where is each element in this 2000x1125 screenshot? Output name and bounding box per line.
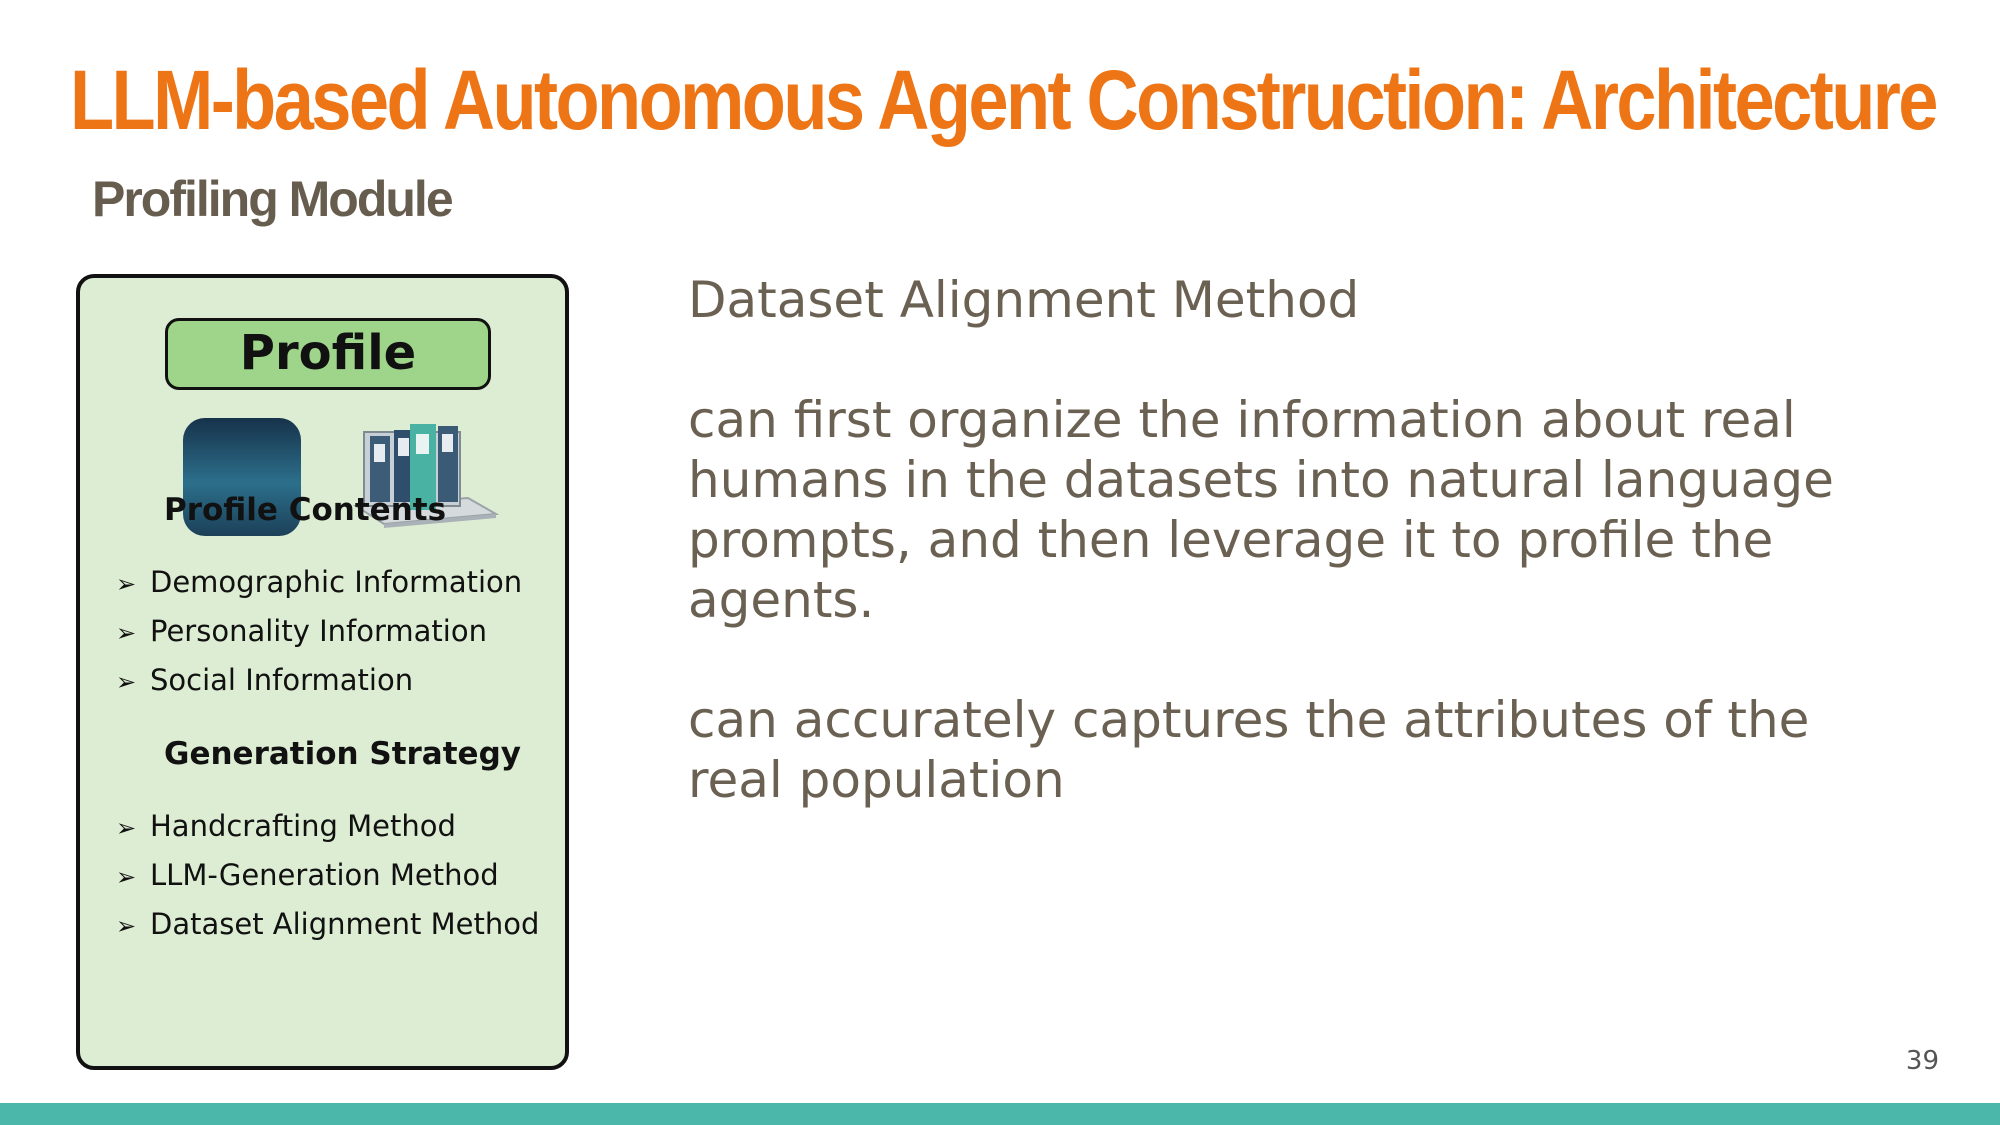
slide-title: LLM-based Autonomous Agent Construction: Architecture (70, 53, 1936, 147)
description-line: real population (688, 751, 1065, 809)
profile-header: Profile (165, 318, 491, 390)
page-number: 39 (1905, 1046, 1939, 1076)
list-item: ➢ Dataset Alignment Method (116, 900, 539, 949)
bullet-arrow-icon: ➢ (116, 814, 137, 842)
list-item: ➢ Demographic Information (116, 558, 522, 607)
list-item: ➢ Handcrafting Method (116, 802, 539, 851)
profile-contents-list (116, 558, 522, 705)
profile-contents-heading: Profile Contents (164, 492, 447, 528)
bullet-arrow-icon: ➢ (116, 912, 137, 940)
description-line: can first organize the information about real (688, 391, 1796, 449)
description-heading: Dataset Alignment Method (688, 271, 1360, 329)
list-item: ➢ LLM-Generation Method (116, 851, 539, 900)
bullet-arrow-icon: ➢ (116, 570, 137, 598)
bullet-arrow-icon: ➢ (116, 619, 137, 647)
description-line: can accurately captures the attributes of the (688, 691, 1810, 749)
list-item: ➢ Personality Information (116, 607, 522, 656)
generation-strategy-list (116, 802, 539, 949)
slide-subtitle: Profiling Module (92, 171, 452, 227)
description-line: agents. (688, 571, 875, 629)
description-text (688, 270, 1834, 810)
footer-bar (0, 1103, 2000, 1125)
bullet-arrow-icon: ➢ (116, 668, 137, 696)
profile-card (76, 274, 569, 1070)
description-line: humans in the datasets into natural language (688, 451, 1834, 509)
description-line: prompts, and then leverage it to profile the (688, 511, 1774, 569)
bullet-arrow-icon: ➢ (116, 863, 137, 891)
list-item: ➢ Social Information (116, 656, 522, 705)
generation-strategy-heading: Generation Strategy (164, 736, 521, 772)
